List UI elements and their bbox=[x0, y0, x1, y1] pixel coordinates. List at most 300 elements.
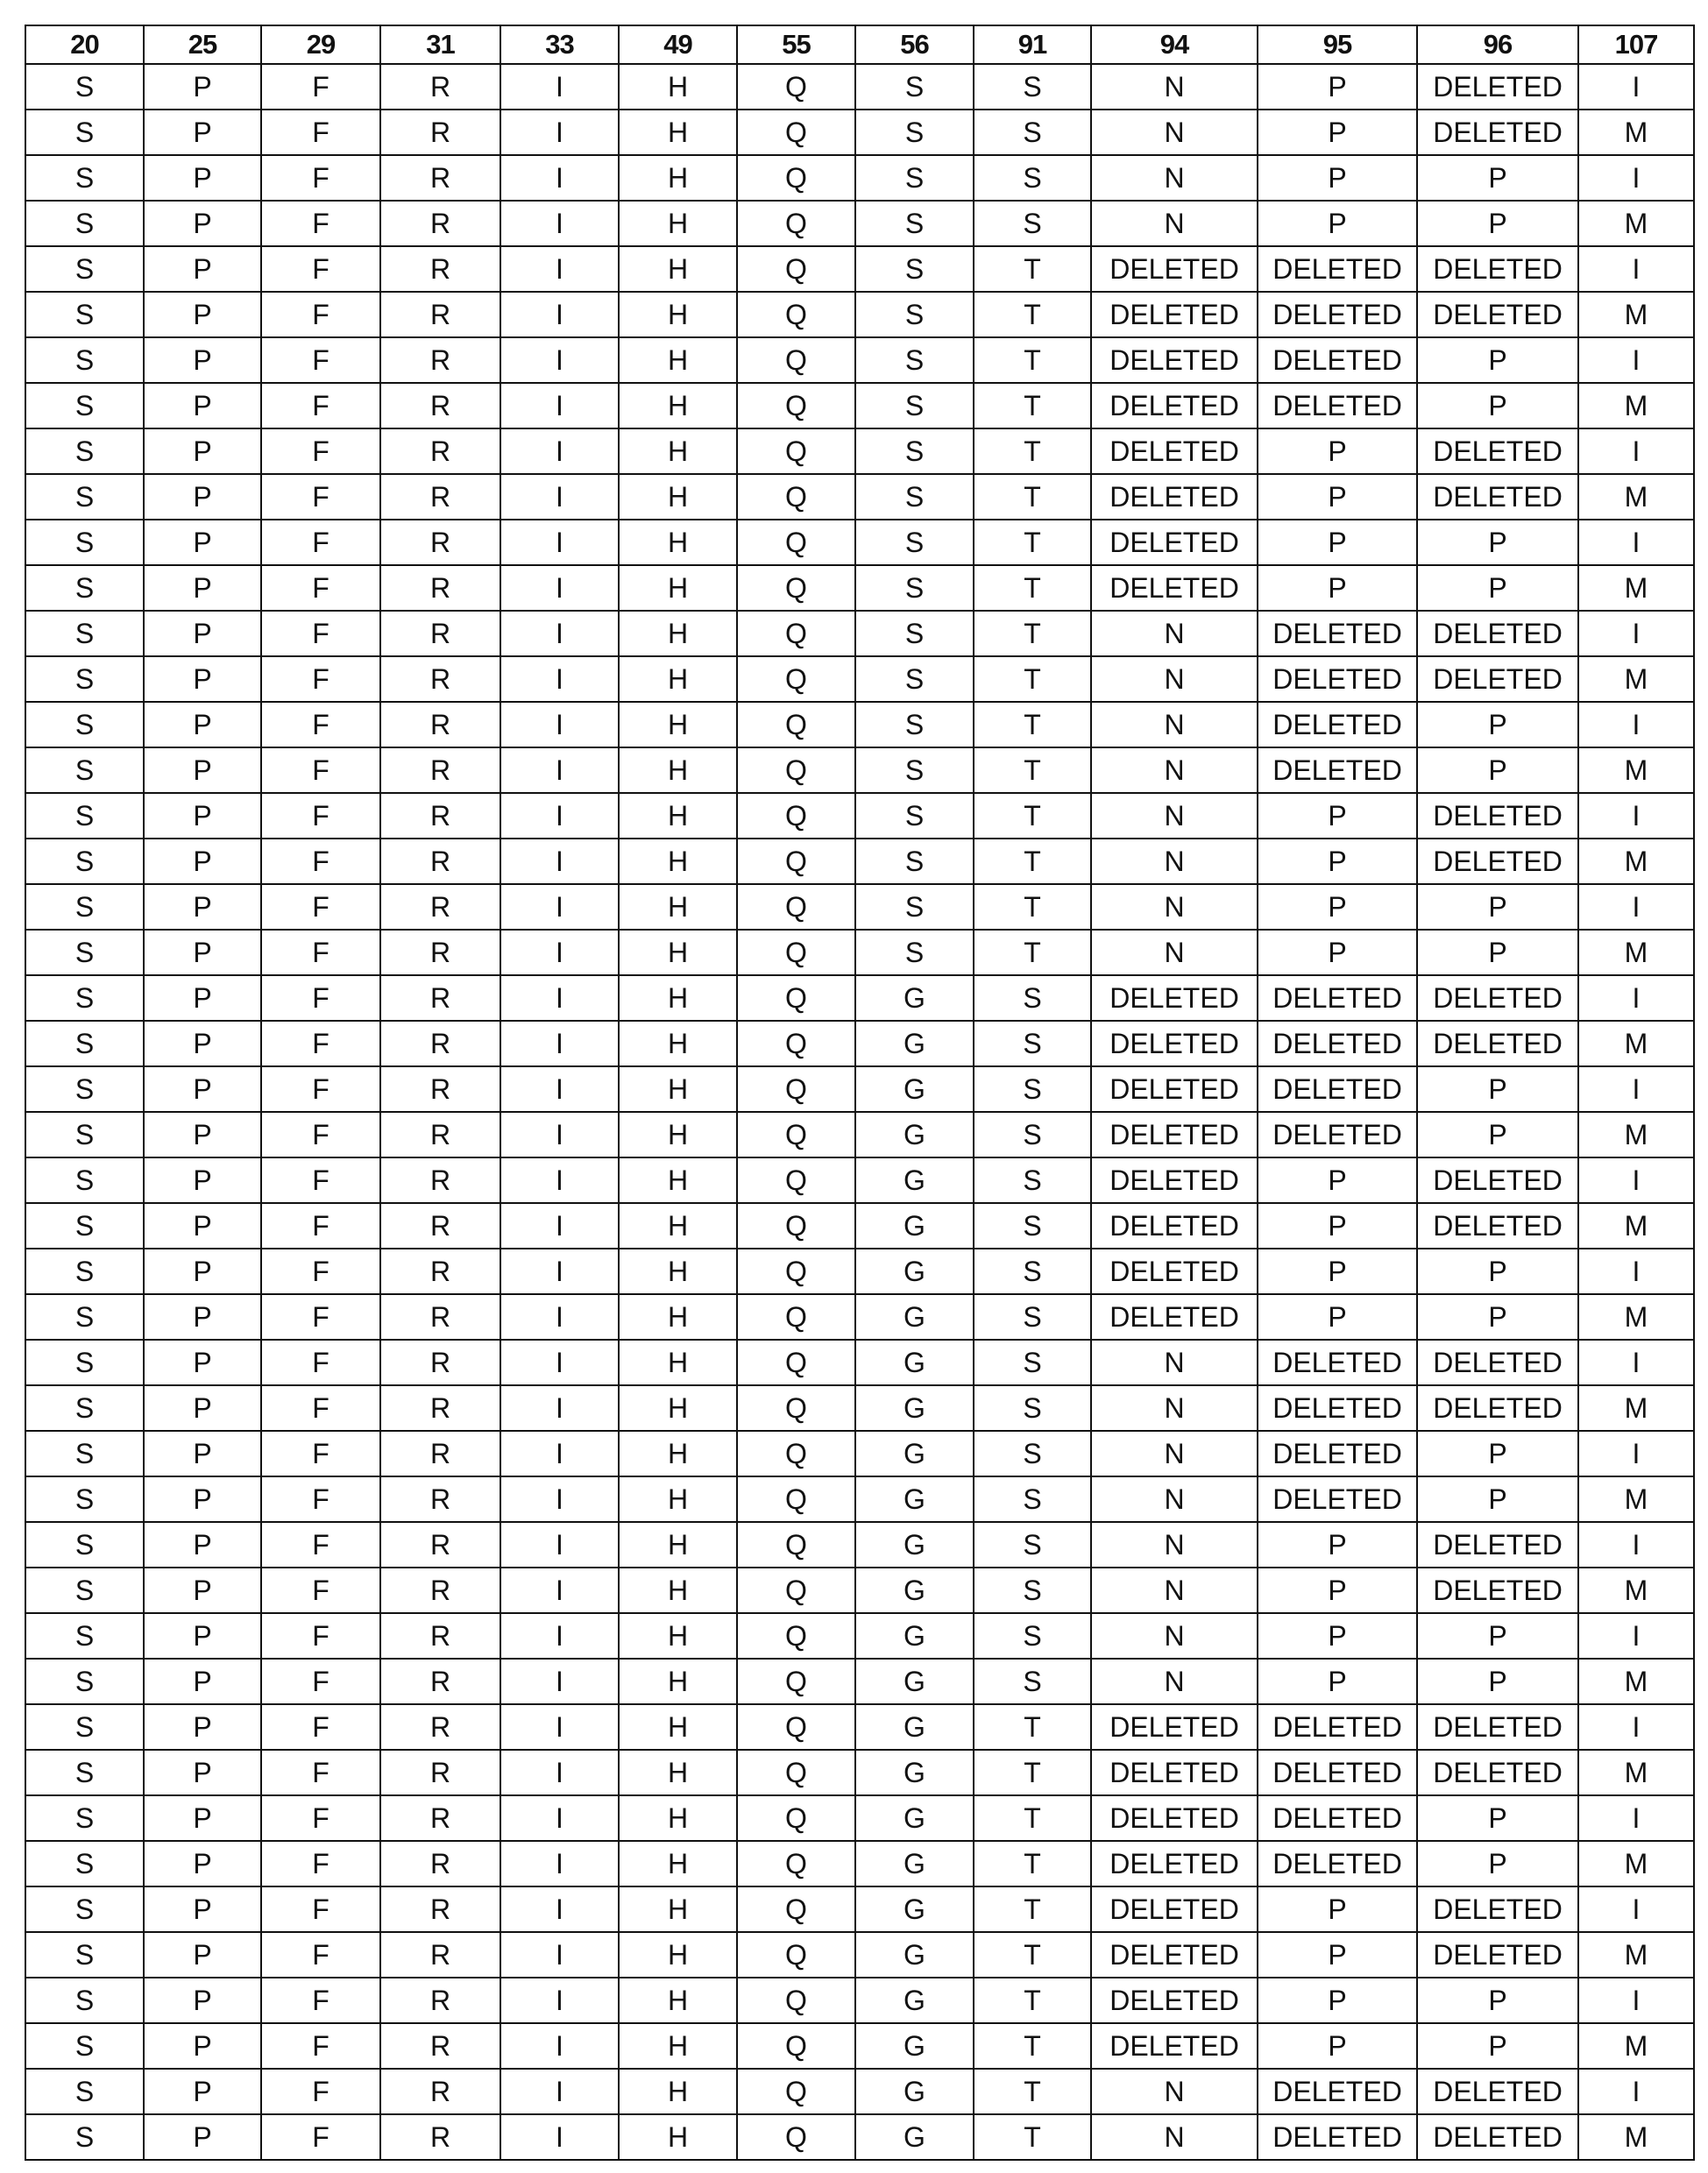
cell-95: DELETED bbox=[1258, 1795, 1417, 1841]
cell-20: S bbox=[25, 1340, 144, 1385]
cell-107: I bbox=[1578, 1066, 1694, 1112]
cell-33: I bbox=[500, 1203, 619, 1249]
cell-25: P bbox=[144, 1021, 261, 1066]
cell-94: N bbox=[1091, 611, 1258, 656]
cell-20: S bbox=[25, 1568, 144, 1613]
cell-20: S bbox=[25, 1841, 144, 1886]
cell-20: S bbox=[25, 64, 144, 110]
cell-49: H bbox=[619, 1659, 737, 1704]
cell-29: F bbox=[261, 1340, 380, 1385]
cell-49: H bbox=[619, 64, 737, 110]
cell-91: S bbox=[974, 1476, 1091, 1522]
table-row bbox=[25, 1522, 1694, 1568]
cell-49: H bbox=[619, 201, 737, 246]
cell-29: F bbox=[261, 520, 380, 565]
cell-91: T bbox=[974, 1704, 1091, 1750]
cell-56: G bbox=[855, 2023, 974, 2069]
cell-31: R bbox=[380, 884, 500, 930]
cell-55: Q bbox=[737, 930, 855, 975]
cell-55: Q bbox=[737, 1340, 855, 1385]
cell-94: DELETED bbox=[1091, 292, 1258, 337]
cell-55: Q bbox=[737, 1795, 855, 1841]
cell-56: G bbox=[855, 1112, 974, 1157]
cell-31: R bbox=[380, 1795, 500, 1841]
cell-20: S bbox=[25, 428, 144, 474]
cell-25: P bbox=[144, 702, 261, 747]
cell-96: DELETED bbox=[1417, 611, 1578, 656]
cell-91: S bbox=[974, 1431, 1091, 1476]
cell-20: S bbox=[25, 1066, 144, 1112]
cell-33: I bbox=[500, 155, 619, 201]
cell-95: P bbox=[1258, 1659, 1417, 1704]
cell-31: R bbox=[380, 428, 500, 474]
cell-96: DELETED bbox=[1417, 839, 1578, 884]
cell-29: F bbox=[261, 930, 380, 975]
cell-31: R bbox=[380, 292, 500, 337]
cell-20: S bbox=[25, 565, 144, 611]
table-row bbox=[25, 1112, 1694, 1157]
cell-56: S bbox=[855, 930, 974, 975]
cell-95: P bbox=[1258, 110, 1417, 155]
cell-31: R bbox=[380, 1385, 500, 1431]
table-row bbox=[25, 1431, 1694, 1476]
cell-91: T bbox=[974, 565, 1091, 611]
cell-107: I bbox=[1578, 975, 1694, 1021]
cell-31: R bbox=[380, 565, 500, 611]
cell-107: M bbox=[1578, 1203, 1694, 1249]
table-row bbox=[25, 1841, 1694, 1886]
cell-49: H bbox=[619, 155, 737, 201]
cell-20: S bbox=[25, 1385, 144, 1431]
cell-107: I bbox=[1578, 793, 1694, 839]
cell-33: I bbox=[500, 110, 619, 155]
cell-94: N bbox=[1091, 110, 1258, 155]
cell-29: F bbox=[261, 1431, 380, 1476]
cell-94: DELETED bbox=[1091, 975, 1258, 1021]
cell-94: DELETED bbox=[1091, 2023, 1258, 2069]
table-row bbox=[25, 793, 1694, 839]
cell-107: I bbox=[1578, 1522, 1694, 1568]
cell-31: R bbox=[380, 2114, 500, 2160]
cell-20: S bbox=[25, 1157, 144, 1203]
cell-33: I bbox=[500, 428, 619, 474]
cell-29: F bbox=[261, 565, 380, 611]
cell-20: S bbox=[25, 656, 144, 702]
cell-25: P bbox=[144, 1750, 261, 1795]
cell-95: DELETED bbox=[1258, 1021, 1417, 1066]
cell-29: F bbox=[261, 839, 380, 884]
cell-33: I bbox=[500, 747, 619, 793]
cell-107: M bbox=[1578, 1932, 1694, 1978]
cell-33: I bbox=[500, 565, 619, 611]
cell-91: S bbox=[974, 1157, 1091, 1203]
cell-56: S bbox=[855, 64, 974, 110]
cell-96: P bbox=[1417, 1476, 1578, 1522]
cell-55: Q bbox=[737, 1522, 855, 1568]
table-row bbox=[25, 1066, 1694, 1112]
cell-96: DELETED bbox=[1417, 474, 1578, 520]
cell-95: DELETED bbox=[1258, 1066, 1417, 1112]
cell-94: DELETED bbox=[1091, 1294, 1258, 1340]
cell-95: P bbox=[1258, 1978, 1417, 2023]
cell-56: G bbox=[855, 1841, 974, 1886]
cell-33: I bbox=[500, 1249, 619, 1294]
cell-29: F bbox=[261, 2023, 380, 2069]
cell-49: H bbox=[619, 474, 737, 520]
cell-95: P bbox=[1258, 1203, 1417, 1249]
cell-49: H bbox=[619, 747, 737, 793]
cell-25: P bbox=[144, 1522, 261, 1568]
cell-25: P bbox=[144, 839, 261, 884]
cell-56: S bbox=[855, 201, 974, 246]
column-header-95: 95 bbox=[1258, 25, 1417, 64]
cell-91: T bbox=[974, 747, 1091, 793]
cell-49: H bbox=[619, 702, 737, 747]
cell-91: T bbox=[974, 656, 1091, 702]
cell-56: G bbox=[855, 2069, 974, 2114]
cell-91: T bbox=[974, 1841, 1091, 1886]
cell-55: Q bbox=[737, 1431, 855, 1476]
cell-107: M bbox=[1578, 839, 1694, 884]
cell-91: T bbox=[974, 793, 1091, 839]
cell-29: F bbox=[261, 1066, 380, 1112]
column-header-33: 33 bbox=[500, 25, 619, 64]
cell-91: T bbox=[974, 1932, 1091, 1978]
cell-56: S bbox=[855, 428, 974, 474]
cell-25: P bbox=[144, 1157, 261, 1203]
cell-33: I bbox=[500, 2069, 619, 2114]
cell-96: P bbox=[1417, 2023, 1578, 2069]
cell-107: I bbox=[1578, 884, 1694, 930]
cell-107: I bbox=[1578, 428, 1694, 474]
cell-107: I bbox=[1578, 337, 1694, 383]
cell-25: P bbox=[144, 428, 261, 474]
cell-49: H bbox=[619, 1294, 737, 1340]
cell-25: P bbox=[144, 292, 261, 337]
cell-95: P bbox=[1258, 1522, 1417, 1568]
cell-33: I bbox=[500, 884, 619, 930]
cell-95: P bbox=[1258, 1157, 1417, 1203]
table-body bbox=[25, 64, 1694, 2160]
cell-56: G bbox=[855, 1613, 974, 1659]
cell-95: P bbox=[1258, 155, 1417, 201]
cell-49: H bbox=[619, 383, 737, 428]
cell-107: M bbox=[1578, 1476, 1694, 1522]
cell-95: P bbox=[1258, 64, 1417, 110]
cell-25: P bbox=[144, 747, 261, 793]
cell-25: P bbox=[144, 884, 261, 930]
cell-49: H bbox=[619, 2114, 737, 2160]
cell-20: S bbox=[25, 2023, 144, 2069]
cell-49: H bbox=[619, 246, 737, 292]
cell-95: DELETED bbox=[1258, 246, 1417, 292]
cell-25: P bbox=[144, 1978, 261, 2023]
cell-94: DELETED bbox=[1091, 1978, 1258, 2023]
cell-31: R bbox=[380, 1750, 500, 1795]
cell-29: F bbox=[261, 292, 380, 337]
cell-31: R bbox=[380, 246, 500, 292]
cell-96: DELETED bbox=[1417, 1886, 1578, 1932]
cell-107: I bbox=[1578, 1157, 1694, 1203]
cell-91: S bbox=[974, 1385, 1091, 1431]
cell-56: G bbox=[855, 1340, 974, 1385]
cell-94: N bbox=[1091, 930, 1258, 975]
cell-33: I bbox=[500, 1568, 619, 1613]
column-header-56: 56 bbox=[855, 25, 974, 64]
cell-91: T bbox=[974, 884, 1091, 930]
cell-56: G bbox=[855, 1659, 974, 1704]
cell-94: N bbox=[1091, 1568, 1258, 1613]
cell-31: R bbox=[380, 611, 500, 656]
cell-94: N bbox=[1091, 1431, 1258, 1476]
cell-49: H bbox=[619, 1750, 737, 1795]
cell-96: DELETED bbox=[1417, 110, 1578, 155]
cell-49: H bbox=[619, 975, 737, 1021]
cell-33: I bbox=[500, 383, 619, 428]
cell-55: Q bbox=[737, 1841, 855, 1886]
cell-25: P bbox=[144, 155, 261, 201]
cell-107: M bbox=[1578, 1112, 1694, 1157]
cell-49: H bbox=[619, 1021, 737, 1066]
cell-20: S bbox=[25, 1476, 144, 1522]
cell-25: P bbox=[144, 1841, 261, 1886]
cell-107: M bbox=[1578, 1659, 1694, 1704]
cell-95: P bbox=[1258, 474, 1417, 520]
cell-94: DELETED bbox=[1091, 474, 1258, 520]
cell-29: F bbox=[261, 702, 380, 747]
cell-94: DELETED bbox=[1091, 1021, 1258, 1066]
cell-55: Q bbox=[737, 1659, 855, 1704]
cell-107: M bbox=[1578, 1385, 1694, 1431]
cell-95: P bbox=[1258, 1613, 1417, 1659]
cell-56: S bbox=[855, 793, 974, 839]
cell-91: T bbox=[974, 383, 1091, 428]
cell-107: I bbox=[1578, 1704, 1694, 1750]
table-row bbox=[25, 1203, 1694, 1249]
cell-31: R bbox=[380, 64, 500, 110]
cell-33: I bbox=[500, 1795, 619, 1841]
cell-95: DELETED bbox=[1258, 292, 1417, 337]
cell-29: F bbox=[261, 1750, 380, 1795]
cell-20: S bbox=[25, 201, 144, 246]
cell-96: DELETED bbox=[1417, 1932, 1578, 1978]
column-header-20: 20 bbox=[25, 25, 144, 64]
table-row bbox=[25, 1932, 1694, 1978]
cell-56: S bbox=[855, 474, 974, 520]
table-row bbox=[25, 428, 1694, 474]
cell-29: F bbox=[261, 1795, 380, 1841]
cell-29: F bbox=[261, 793, 380, 839]
cell-33: I bbox=[500, 1112, 619, 1157]
cell-96: P bbox=[1417, 1066, 1578, 1112]
cell-95: DELETED bbox=[1258, 1704, 1417, 1750]
cell-31: R bbox=[380, 1249, 500, 1294]
cell-49: H bbox=[619, 1431, 737, 1476]
cell-91: T bbox=[974, 839, 1091, 884]
cell-31: R bbox=[380, 930, 500, 975]
cell-95: DELETED bbox=[1258, 1340, 1417, 1385]
cell-49: H bbox=[619, 1568, 737, 1613]
cell-25: P bbox=[144, 1476, 261, 1522]
cell-49: H bbox=[619, 565, 737, 611]
cell-91: S bbox=[974, 110, 1091, 155]
cell-95: DELETED bbox=[1258, 975, 1417, 1021]
cell-31: R bbox=[380, 474, 500, 520]
cell-20: S bbox=[25, 2069, 144, 2114]
cell-31: R bbox=[380, 839, 500, 884]
table-row bbox=[25, 1568, 1694, 1613]
cell-20: S bbox=[25, 1021, 144, 1066]
cell-29: F bbox=[261, 64, 380, 110]
cell-55: Q bbox=[737, 884, 855, 930]
cell-55: Q bbox=[737, 1750, 855, 1795]
cell-96: P bbox=[1417, 1112, 1578, 1157]
column-header-49: 49 bbox=[619, 25, 737, 64]
cell-31: R bbox=[380, 520, 500, 565]
cell-95: DELETED bbox=[1258, 1476, 1417, 1522]
cell-49: H bbox=[619, 110, 737, 155]
cell-29: F bbox=[261, 474, 380, 520]
cell-107: M bbox=[1578, 1021, 1694, 1066]
cell-94: N bbox=[1091, 884, 1258, 930]
cell-29: F bbox=[261, 1157, 380, 1203]
cell-55: Q bbox=[737, 656, 855, 702]
cell-91: S bbox=[974, 1522, 1091, 1568]
cell-94: N bbox=[1091, 1385, 1258, 1431]
cell-33: I bbox=[500, 1978, 619, 2023]
cell-49: H bbox=[619, 520, 737, 565]
cell-33: I bbox=[500, 1841, 619, 1886]
cell-25: P bbox=[144, 1568, 261, 1613]
cell-31: R bbox=[380, 1841, 500, 1886]
cell-107: I bbox=[1578, 1340, 1694, 1385]
cell-25: P bbox=[144, 1795, 261, 1841]
cell-55: Q bbox=[737, 565, 855, 611]
table-row bbox=[25, 884, 1694, 930]
cell-29: F bbox=[261, 1385, 380, 1431]
cell-94: DELETED bbox=[1091, 337, 1258, 383]
cell-20: S bbox=[25, 793, 144, 839]
cell-49: H bbox=[619, 930, 737, 975]
table-row bbox=[25, 2114, 1694, 2160]
cell-96: P bbox=[1417, 383, 1578, 428]
cell-91: T bbox=[974, 930, 1091, 975]
cell-49: H bbox=[619, 656, 737, 702]
cell-20: S bbox=[25, 930, 144, 975]
cell-94: DELETED bbox=[1091, 1750, 1258, 1795]
cell-25: P bbox=[144, 474, 261, 520]
cell-56: G bbox=[855, 2114, 974, 2160]
cell-56: G bbox=[855, 1750, 974, 1795]
cell-29: F bbox=[261, 337, 380, 383]
cell-94: N bbox=[1091, 201, 1258, 246]
cell-55: Q bbox=[737, 383, 855, 428]
cell-49: H bbox=[619, 1157, 737, 1203]
cell-33: I bbox=[500, 1522, 619, 1568]
cell-49: H bbox=[619, 793, 737, 839]
cell-91: T bbox=[974, 2023, 1091, 2069]
cell-95: DELETED bbox=[1258, 656, 1417, 702]
cell-55: Q bbox=[737, 2114, 855, 2160]
cell-33: I bbox=[500, 702, 619, 747]
cell-91: S bbox=[974, 1066, 1091, 1112]
table-row bbox=[25, 337, 1694, 383]
cell-31: R bbox=[380, 201, 500, 246]
table-row bbox=[25, 110, 1694, 155]
cell-107: M bbox=[1578, 1841, 1694, 1886]
cell-29: F bbox=[261, 1659, 380, 1704]
cell-55: Q bbox=[737, 747, 855, 793]
cell-94: DELETED bbox=[1091, 1704, 1258, 1750]
cell-56: S bbox=[855, 884, 974, 930]
cell-20: S bbox=[25, 1522, 144, 1568]
cell-31: R bbox=[380, 1021, 500, 1066]
cell-96: DELETED bbox=[1417, 656, 1578, 702]
cell-56: G bbox=[855, 1886, 974, 1932]
cell-91: S bbox=[974, 1613, 1091, 1659]
cell-29: F bbox=[261, 1249, 380, 1294]
cell-95: P bbox=[1258, 1568, 1417, 1613]
cell-96: DELETED bbox=[1417, 1021, 1578, 1066]
cell-49: H bbox=[619, 1978, 737, 2023]
cell-49: H bbox=[619, 1522, 737, 1568]
cell-20: S bbox=[25, 155, 144, 201]
table-row bbox=[25, 1978, 1694, 2023]
cell-96: P bbox=[1417, 1795, 1578, 1841]
cell-96: P bbox=[1417, 337, 1578, 383]
cell-55: Q bbox=[737, 975, 855, 1021]
cell-20: S bbox=[25, 1886, 144, 1932]
cell-25: P bbox=[144, 930, 261, 975]
cell-96: DELETED bbox=[1417, 793, 1578, 839]
cell-49: H bbox=[619, 1704, 737, 1750]
cell-55: Q bbox=[737, 793, 855, 839]
cell-107: M bbox=[1578, 1568, 1694, 1613]
cell-56: S bbox=[855, 110, 974, 155]
cell-29: F bbox=[261, 884, 380, 930]
cell-56: G bbox=[855, 1568, 974, 1613]
cell-31: R bbox=[380, 1613, 500, 1659]
cell-31: R bbox=[380, 656, 500, 702]
cell-95: P bbox=[1258, 1932, 1417, 1978]
cell-56: S bbox=[855, 337, 974, 383]
cell-20: S bbox=[25, 747, 144, 793]
cell-49: H bbox=[619, 2023, 737, 2069]
cell-25: P bbox=[144, 383, 261, 428]
cell-55: Q bbox=[737, 1978, 855, 2023]
cell-31: R bbox=[380, 1203, 500, 1249]
cell-107: I bbox=[1578, 64, 1694, 110]
cell-55: Q bbox=[737, 1066, 855, 1112]
cell-55: Q bbox=[737, 1568, 855, 1613]
cell-20: S bbox=[25, 383, 144, 428]
cell-55: Q bbox=[737, 1249, 855, 1294]
table-row bbox=[25, 930, 1694, 975]
cell-107: I bbox=[1578, 1886, 1694, 1932]
cell-25: P bbox=[144, 1431, 261, 1476]
cell-55: Q bbox=[737, 2023, 855, 2069]
table-row bbox=[25, 1659, 1694, 1704]
cell-95: DELETED bbox=[1258, 2069, 1417, 2114]
cell-96: P bbox=[1417, 1613, 1578, 1659]
table-row bbox=[25, 2023, 1694, 2069]
cell-33: I bbox=[500, 246, 619, 292]
cell-55: Q bbox=[737, 702, 855, 747]
cell-20: S bbox=[25, 1795, 144, 1841]
cell-33: I bbox=[500, 1476, 619, 1522]
cell-56: G bbox=[855, 1066, 974, 1112]
cell-33: I bbox=[500, 520, 619, 565]
